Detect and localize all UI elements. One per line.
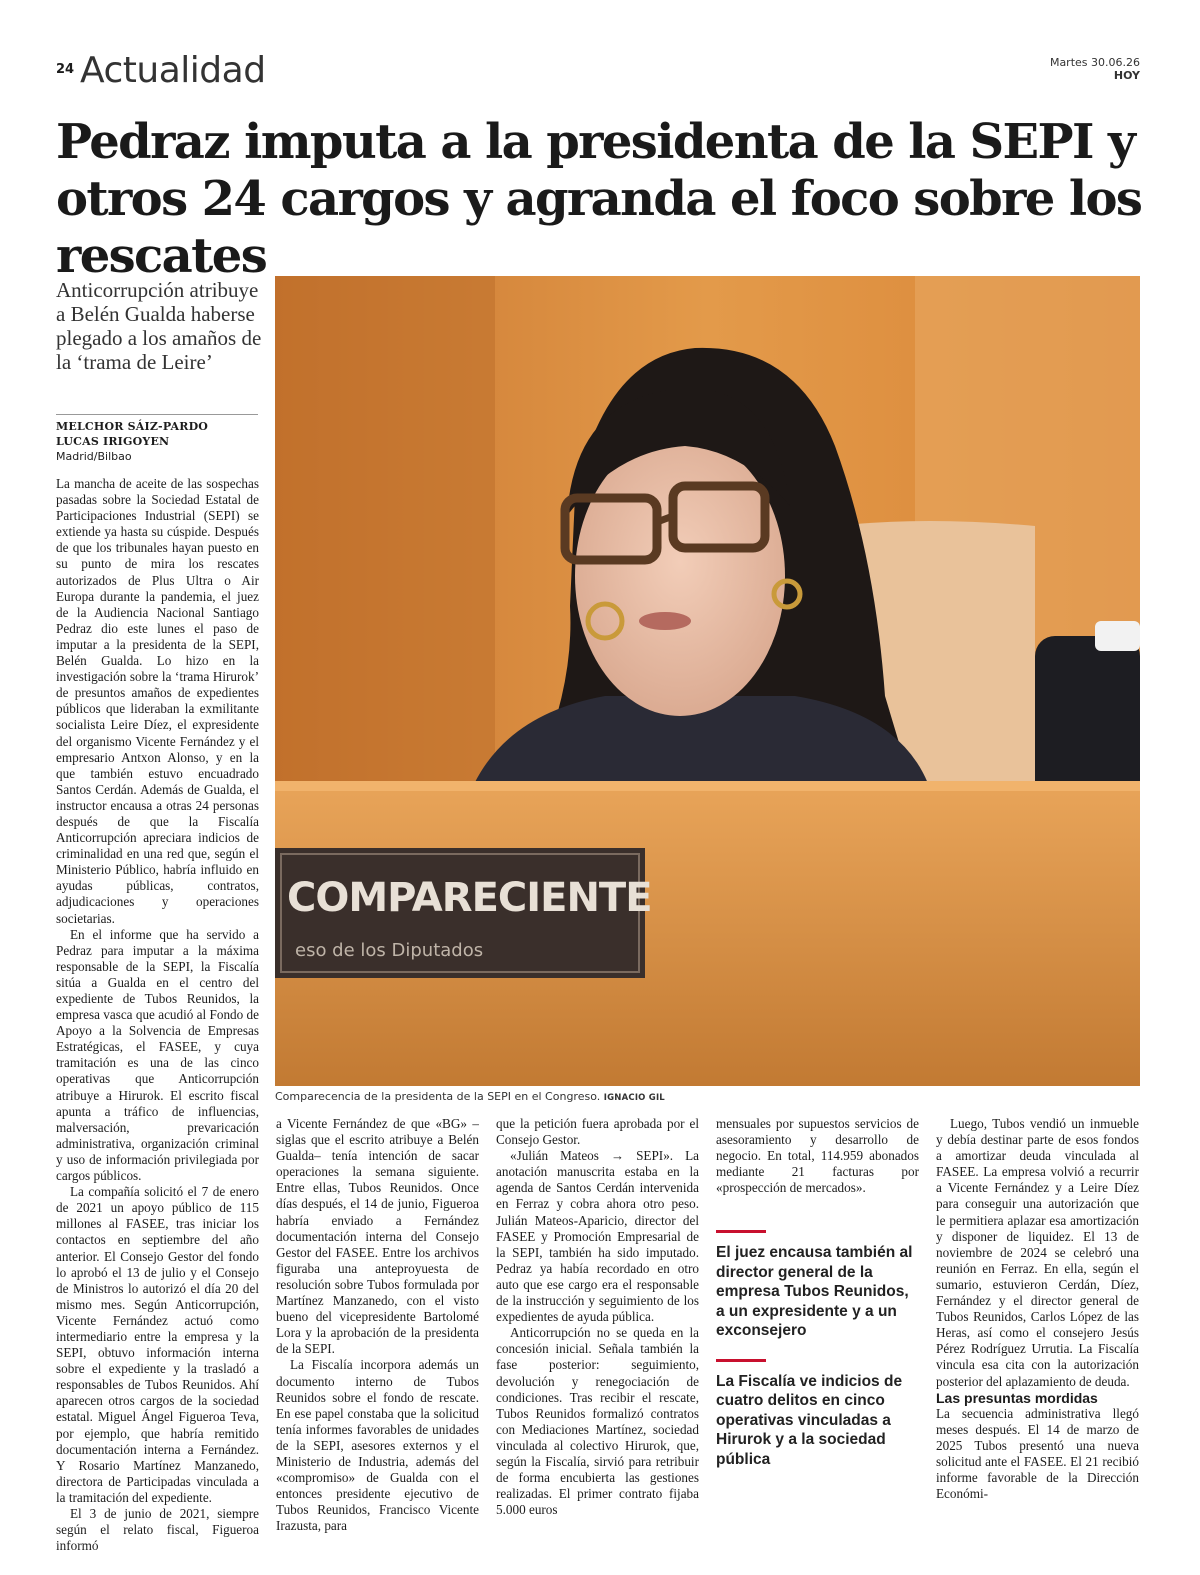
subheading: Las presuntas mordidas xyxy=(936,1389,1098,1406)
dateline xyxy=(1050,56,1140,82)
nameplate-text: COMPARECIENTE xyxy=(287,875,652,921)
paragraph: En el informe que ha servido a Pedraz para imputar a la máxima responsable de la SEPI, la Fiscalía sitúa a Gualda en el centro del expediente de Tubos Reunidos, la empresa vasca que acudió al Fondo de Apoyo a la Solvencia de Empresas Estratégicas, el FASEE, y cuya tramitación es una de las cinco operativas que Anticorrupción atribuye a Hirurok. El escrito fiscal apunta a tráfico de influencias, malversación, prevaricación administrativa, organización criminal y uso de información privilegiada por cargos públicos. xyxy=(56,926,259,1184)
pullquote-rule xyxy=(716,1359,766,1362)
nameplate-subtext: eso de los Diputados xyxy=(295,940,484,961)
pullquotes xyxy=(716,1230,919,1487)
pullquote: La Fiscalía ve indicios de cuatro delitos en cinco operativas vinculadas a Hirurok y a la sociedad pública xyxy=(716,1372,903,1468)
author-name: LUCAS IRIGOYEN xyxy=(56,435,170,448)
paragraph: que la petición fuera aprobada por el Consejo Gestor. xyxy=(496,1116,699,1148)
body-column-5 xyxy=(936,1116,1139,1558)
paragraph: mensuales por supuestos servicios de asesoramiento y desarrollo de negocio. En total, 114.959 abonados mediante 21 facturas por «prospección de mercados». xyxy=(716,1116,919,1196)
photo-illustration xyxy=(275,276,1140,1086)
paragraph: «Julián Mateos → SEPI». La anotación manuscrita estaba en la agenda de Santos Cerdán intervenida en Ferraz y cobra ahora otro peso. Julián Mateos-Aparicio, director del FASEE y Promoción Empresarial de la SEPI, también ha sido imputado. Pedraz ya había recordado en otro auto que ese cargo era el responsable de la instrucción y seguimiento de los expedientes de ayuda pública. xyxy=(496,1148,699,1325)
pullquote-rule xyxy=(716,1230,766,1233)
deck: Anticorrupción atribuye a Belén Gualda haberse plegado a los amaños de la ‘trama de Leire’ xyxy=(56,278,262,374)
byline-place: Madrid/Bilbao xyxy=(56,450,132,463)
issue-date: Martes 30.06.26 xyxy=(1049,56,1140,69)
paragraph: La secuencia administrativa llegó meses después. El 14 de marzo de 2025 Tubos presentó una nueva solicitud ante el FASEE. El 21 recibió informe favorable de la Dirección Económi- xyxy=(936,1405,1139,1502)
pullquote: El juez encausa también al director general de la empresa Tubos Reunidos, a un expresidente y a un exconsejero xyxy=(716,1244,913,1339)
body-column-1 xyxy=(56,476,259,1558)
byline-rule xyxy=(56,414,258,415)
body-column-2 xyxy=(276,1116,479,1558)
headline: Pedraz imputa a la presidenta de la SEPI y otros 24 cargos y agranda el foco sobre los rescates xyxy=(56,114,1142,284)
paragraph: Luego, Tubos vendió un inmueble y debía destinar parte de esos fondos a amortizar deuda vinculada al FASEE. La empresa volvió a recurrir a Vicente Fernández y a Leire Díez para conseguir una autorización que le permitiera aplazar esa amortización y disponer de liquidez. El 13 de noviembre de 2024 se celebró una reunión en Ferraz. En ella, según el sumario, estuvieron Cerdán, Díez, Fernández y el director general de Tubos Reunidos, Carlos López de las Heras, así como el consejero Jesús Pérez Rodríguez Urrutia. La Fiscalía vincula esa cita con la autorización posterior del aplazamiento de deuda. xyxy=(936,1116,1139,1389)
paragraph: El 3 de junio de 2021, siempre según el relato fiscal, Figueroa informó xyxy=(56,1506,259,1554)
section-title: Actualidad xyxy=(80,50,266,91)
byline xyxy=(56,419,262,464)
paragraph: La Fiscalía incorpora además un documento interno de Tubos Reunidos sobre el fondo de rescate. En ese papel constaba que la solicitud tenía informes favorables de unidades de la SEPI, asesores externos y el Ministerio de Industria, además del «compromiso» de Gualda con el entonces presidente ejecutivo de Tubos Reunidos, Francisco Vicente Irazusta, para xyxy=(276,1357,479,1534)
paragraph: a Vicente Fernández de que «BG» –siglas que el escrito atribuye a Belén Gualda– tenía intención de sacar operaciones la semana siguiente. Entre ellas, Tubos Reunidos. Once días después, el 14 de junio, Figueroa habría enviado a Fernández documentación interna del Consejo Gestor del FASEE. Entre los archivos figuraba una anteproyuesta de resolución sobre Tubos formulada por Martínez Manzanedo, con el visto bueno del vicepresidente Bartolomé Lora y la aprobación de la presidenta de la SEPI. xyxy=(276,1116,479,1357)
photo-credit: IGNACIO GIL xyxy=(603,1093,665,1103)
body-column-4 xyxy=(716,1116,919,1206)
page-number: 24 xyxy=(56,62,75,77)
paragraph: La compañía solicitó el 7 de enero de 2021 un apoyo público de 115 millones al FASEE, tras iniciar los contactos en septiembre del año anterior. El Consejo Gestor del fondo lo aprobó el 13 de julio y el Consejo de Ministros lo autorizó el día 20 del mismo mes. Según Anticorrupción, Vicente Fernández actuó como intermediario entre la empresa y la SEPI, obtuvo información interna sobre el expediente y la trasladó a responsables de Tubos Reunidos. Ahí aparecen otros cargos de la sociedad estatal. Miguel Ángel Figueroa Teva, por ejemplo, que habría remitido documentación interna a Fernández. Y Rosario Martínez Manzanedo, directora de Participadas vinculada a la tramitación del expediente. xyxy=(56,1184,259,1505)
publication-name: HOY xyxy=(1113,69,1140,82)
article-photo xyxy=(275,276,1140,1086)
photo-caption xyxy=(275,1090,1140,1103)
paragraph: Anticorrupción no se queda en la concesión inicial. Señala también la fase posterior: seguimiento, devolución y renegociación de condiciones. Tras recibir el rescate, Tubos Reunidos formalizó contratos con Mediaciones Martínez, sociedad vinculada al colectivo Hirurok, que, según la Fiscalía, sirvió para retribuir de forma encubierta las gestiones realizadas. El primer contrato fijaba 5.000 euros xyxy=(496,1325,699,1518)
author-name: MELCHOR SÁIZ-PARDO xyxy=(56,420,209,433)
caption-text: Comparecencia de la presidenta de la SEPI en el Congreso. xyxy=(275,1090,601,1103)
body-column-3 xyxy=(496,1116,699,1558)
paragraph: La mancha de aceite de las sospechas pasadas sobre la Sociedad Estatal de Participaciones Industrial (SEPI) se extiende ya hasta su cúspide. Después de que los tribunales hayan puesto en su punto de mira los rescates autorizados de Plus Ultra o Air Europa durante la pandemia, el juez de la Audiencia Nacional Santiago Pedraz dio este lunes el paso de imputar a la presidenta de la SEPI, Belén Gualda. Lo hizo en la investigación sobre la ‘trama Hirurok’ de presuntos amaños de expedientes públicos que lideraban la exmilitante socialista Leire Díez, el expresidente del organismo Vicente Fernández y el empresario Antxon Alonso, y en la que también estuvo encuadrado Santos Cerdán. Además de Gualda, el instructor encausa a otras 24 personas después de que la Fiscalía Anticorrupción apreciara indicios de criminalidad en una red que, según el Ministerio Público, habría influido en ayudas públicas, contratos, adjudicaciones y operaciones societarias. xyxy=(56,476,259,926)
